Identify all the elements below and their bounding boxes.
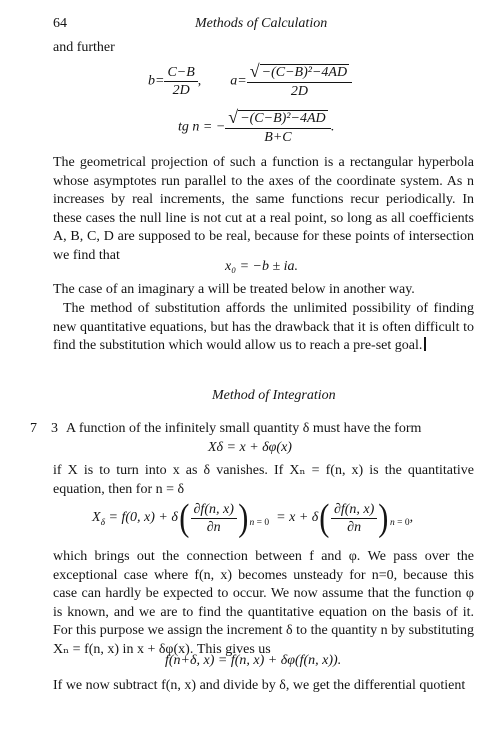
radical-sign-icon: √	[228, 107, 239, 127]
paragraph-brings-out: which brings out the connection between f and φ. We pass over the exceptional case where f(n, x) becomes unsteady for n=0, because this case can hardly be expected to occur. We now assume that the function φ is known, and we are to find the quantitative equation on the basis of it. For this purpose we assign the increment δ to the quantity n by substituting Xₙ = f(n, x) in x + δφ(x). This gives us	[53, 549, 474, 657]
a-numerator	[247, 61, 352, 83]
paragraph-subtract: If we now subtract f(n, x) and divide by δ, we get the differential quotient	[53, 678, 466, 693]
radical-sign-icon: √	[249, 61, 260, 81]
a-denominator: 2D	[290, 84, 308, 99]
margin-number: 7	[30, 421, 37, 436]
equation-functional: f(n+δ, x) = f(n, x) + δφ(f(n, x)).	[165, 653, 342, 668]
page-number: 64	[53, 16, 67, 31]
equation-b-a: b= $\frac{C-B}{2D}$ , a= √ −(C−B)²−4AD 2D	[148, 64, 352, 99]
equation-x0: x₀ = −b ± ia.	[225, 259, 299, 274]
tg-denominator: B+C	[264, 130, 292, 145]
tg-lhs: tg n = −	[178, 119, 226, 135]
paragraph-if-x: if X is to turn into x as δ vanishes. If Xₙ = f(n, x) is the quantitative equation, then for n = δ	[53, 463, 474, 497]
paragraph-imaginary: The case of an imaginary a will be treated below in another way.	[53, 282, 415, 297]
paragraph-substitution: The method of substitution affords the unlimited possibility of finding new quantitative equations, but has the drawback that it is often difficult to find the substitution which would allow us to reach a pre-set goal.	[53, 301, 474, 354]
a-lhs: a	[230, 73, 238, 89]
sqrt-tg: √ −(C−B)²−4AD	[228, 107, 326, 127]
equation-derivative: $X_\delta = f(0$, x) + δ( $\frac{\partial f(n, x)}{\partial n}$ )$_{n = 0} = x + \delta$( $\frac{\partial f(n, x)}{\partial n}$ )$_{n = 0}$,	[92, 497, 414, 539]
b-numerator: C−B	[164, 65, 197, 82]
intro-text: and further	[53, 40, 115, 55]
b-denominator: 2D	[172, 83, 190, 98]
equation-x-delta: Xδ = x + δφ(x)	[208, 440, 292, 455]
equation-tg-n: tg n = − √ −(C−B)²−4AD B+C .	[178, 107, 335, 145]
paragraph-geometric: The geometrical projection of such a function is a rectangular hyperbola whose asymptotes run parallel to the axes of the coordinate system. As n increases by real increments, the same functions recur periodically. In these cases the null line is not cut at a real point, so long as all coefficients A, B, C, D are supposed to be real, because for these points of intersection we find that	[53, 155, 474, 263]
running-title: Methods of Calculation	[195, 16, 328, 31]
tg-numerator	[225, 107, 330, 129]
fraction-tg	[225, 107, 330, 145]
section-title: Method of Integration	[212, 388, 336, 403]
paragraph-integration-intro: A function of the infinitely small quantity δ must have the form	[66, 421, 422, 436]
fraction-b	[164, 65, 197, 98]
change-bar	[424, 337, 426, 351]
sqrt-a: √ −(C−B)²−4AD	[249, 61, 348, 81]
section-number: 3	[51, 421, 58, 436]
b-lhs: b	[148, 73, 155, 89]
